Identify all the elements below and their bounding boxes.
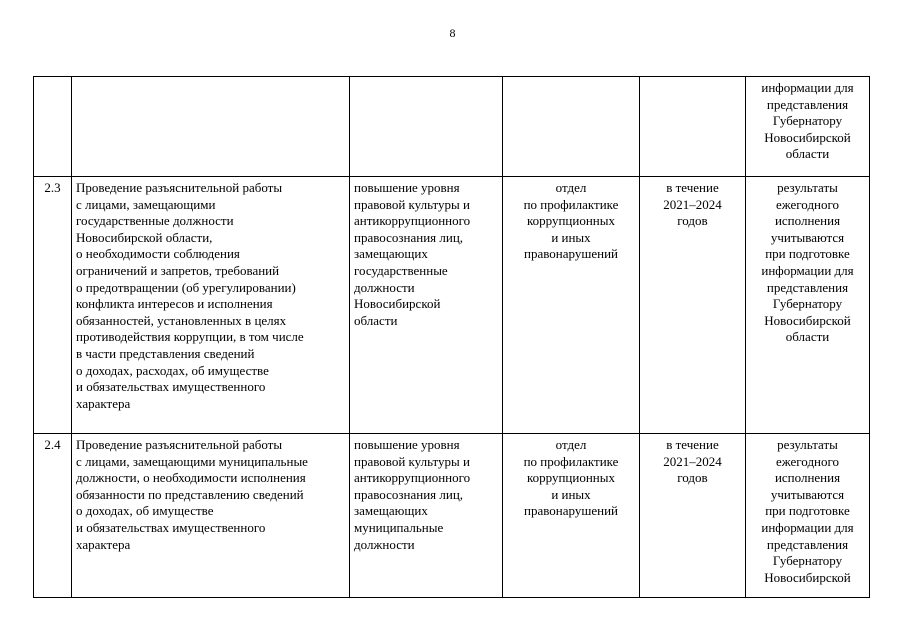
- cell-goal: [350, 77, 503, 177]
- cell-activity: Проведение разъяснительной работы с лицами, замещающими государственные должности Новосибирской области, о необходимости соблюдения ограничений и запретов, требований о предотвращении (об урегулировании) конфликта интересов и исполнения обязанностей, установленных в целях противодействия коррупции, в том числе в части представления сведений о доходах, расходах, об имуществе и обязательствах имущественного характера: [72, 177, 350, 434]
- cell-term: в течение 2021–2024 годов: [640, 434, 746, 598]
- cell-activity: Проведение разъяснительной работы с лицами, замещающими муниципальные должности, о необходимости исполнения обязанности по представлению сведений о доходах, об имуществе и обязательствах имущественного характера: [72, 434, 350, 598]
- cell-goal: повышение уровня правовой культуры и антикоррупционного правосознания лиц, замещающих муниципальные должности: [350, 434, 503, 598]
- cell-num: [34, 77, 72, 177]
- table-row-continuation: [34, 77, 870, 177]
- cell-result: информации для представления Губернатору Новосибирской области: [746, 77, 870, 177]
- cell-activity: [72, 77, 350, 177]
- cell-executor: отдел по профилактике коррупционных и иных правонарушений: [503, 434, 640, 598]
- measures-table: [33, 76, 870, 598]
- cell-result: результаты ежегодного исполнения учитываются при подготовке информации для представления Губернатору Новосибирской области: [746, 177, 870, 434]
- cell-num: 2.4: [34, 434, 72, 598]
- cell-goal: повышение уровня правовой культуры и антикоррупционного правосознания лиц, замещающих государственные должности Новосибирской области: [350, 177, 503, 434]
- table-row: [34, 434, 870, 598]
- cell-executor: [503, 77, 640, 177]
- cell-executor: отдел по профилактике коррупционных и иных правонарушений: [503, 177, 640, 434]
- page-number: 8: [449, 26, 456, 40]
- table-row: [34, 177, 870, 434]
- cell-num: 2.3: [34, 177, 72, 434]
- cell-result: результаты ежегодного исполнения учитываются при подготовке информации для представления Губернатору Новосибирской: [746, 434, 870, 598]
- cell-term: в течение 2021–2024 годов: [640, 177, 746, 434]
- cell-term: [640, 77, 746, 177]
